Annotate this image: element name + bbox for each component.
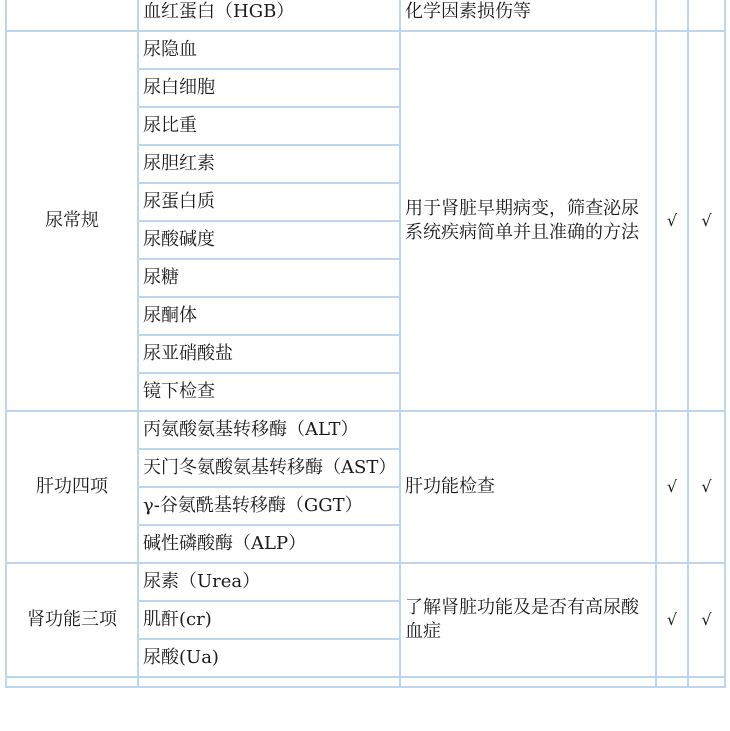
- item-cell: 尿糖: [138, 259, 400, 297]
- description-cell: 化学因素损伤等: [400, 0, 656, 31]
- item-cell: 尿亚硝酸盐: [138, 335, 400, 373]
- empty-cell: [688, 677, 725, 687]
- item-cell: 尿隐血: [138, 31, 400, 69]
- table-row-partial: [6, 677, 725, 687]
- table-row: [6, 411, 725, 449]
- check-mark-1: √: [656, 563, 688, 677]
- group-name-cell: 尿常规: [6, 31, 138, 411]
- check-mark-1: √: [656, 411, 688, 563]
- group-name-cell: 肝功四项: [6, 411, 138, 563]
- empty-cell: [6, 677, 138, 687]
- table-row-partial: [6, 0, 725, 31]
- item-cell: 尿蛋白质: [138, 183, 400, 221]
- medical-exam-table: [5, 0, 726, 688]
- item-cell: 尿比重: [138, 107, 400, 145]
- check-mark-1: √: [656, 31, 688, 411]
- item-cell: 尿酸(Ua): [138, 639, 400, 677]
- item-cell: 血红蛋白（HGB）: [138, 0, 400, 31]
- item-cell: γ-谷氨酰基转移酶（GGT）: [138, 487, 400, 525]
- item-cell: 丙氨酸氨基转移酶（ALT）: [138, 411, 400, 449]
- check-cell-2: [688, 0, 725, 31]
- item-cell: 碱性磷酸酶（ALP）: [138, 525, 400, 563]
- item-cell: 尿酮体: [138, 297, 400, 335]
- description-cell: 肝功能检查: [400, 411, 656, 563]
- empty-cell: [656, 677, 688, 687]
- check-cell-1: [656, 0, 688, 31]
- item-cell: 尿素（Urea）: [138, 563, 400, 601]
- empty-cell: [400, 677, 656, 687]
- item-cell: 天门冬氨酸氨基转移酶（AST）: [138, 449, 400, 487]
- description-cell: 了解肾脏功能及是否有高尿酸血症: [400, 563, 656, 677]
- empty-cell: [138, 677, 400, 687]
- item-cell: 尿酸碱度: [138, 221, 400, 259]
- check-mark-2: √: [688, 411, 725, 563]
- check-mark-2: √: [688, 31, 725, 411]
- group-cell-empty: [6, 0, 138, 31]
- description-cell: 用于肾脏早期病变，筛查泌尿系统疾病简单并且准确的方法: [400, 31, 656, 411]
- table-row: [6, 563, 725, 601]
- table-row: [6, 31, 725, 69]
- item-cell: 尿白细胞: [138, 69, 400, 107]
- item-cell: 尿胆红素: [138, 145, 400, 183]
- item-cell: 镜下检查: [138, 373, 400, 411]
- group-name-cell: 肾功能三项: [6, 563, 138, 677]
- check-mark-2: √: [688, 563, 725, 677]
- item-cell: 肌酐(cr): [138, 601, 400, 639]
